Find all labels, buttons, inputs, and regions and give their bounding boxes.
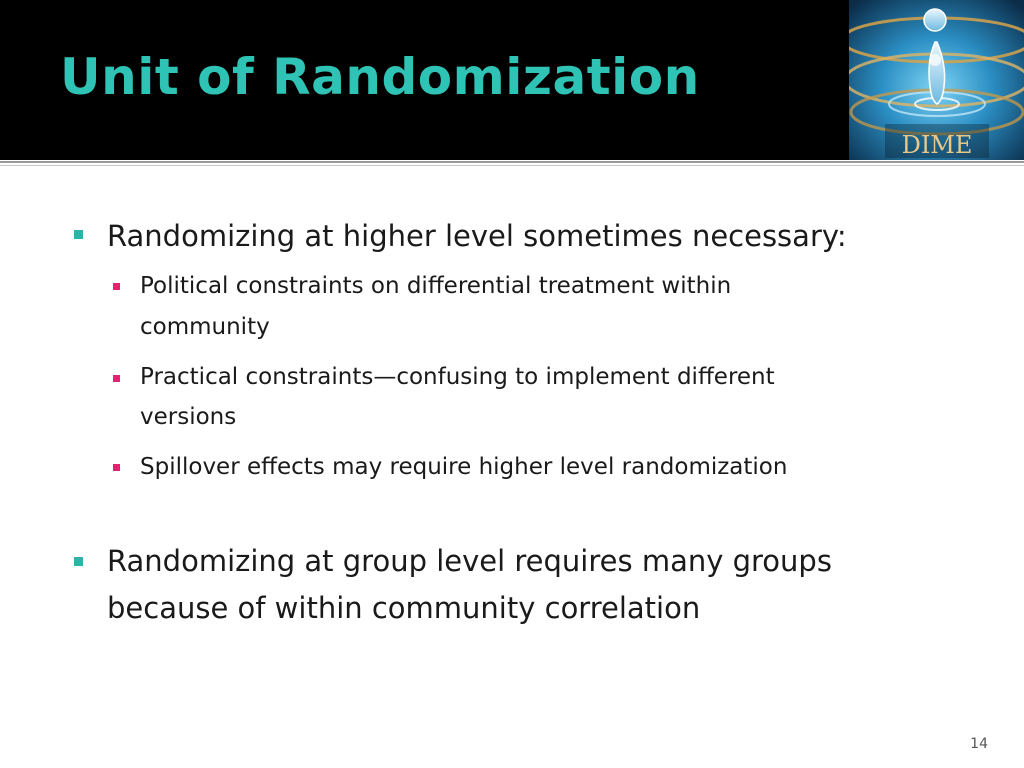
- level1-bullet-marker: [74, 552, 90, 568]
- level1-bullet-text: Randomizing at group level requires many groups: [107, 544, 832, 578]
- level2-bullet-text-continued: community: [140, 314, 270, 340]
- logo-text: DIME: [901, 131, 973, 159]
- level2-bullet-marker: [113, 461, 125, 473]
- level2-bullet-marker: [113, 372, 125, 384]
- level1-bullet-text-continued: because of within community correlation: [107, 591, 701, 625]
- level2-bullet-text: Political constraints on differential treatment within: [140, 273, 732, 299]
- level2-bullet-text-continued: versions: [140, 404, 237, 430]
- level2-bullet-marker: [113, 280, 125, 292]
- level1-bullet-text: Randomizing at higher level sometimes necessary:: [107, 219, 847, 253]
- slide-title: Unit of Randomization: [60, 48, 700, 106]
- level1-bullet-marker: [74, 225, 90, 241]
- page-number: 14: [970, 736, 988, 752]
- level2-bullet-text: Practical constraints—confusing to implement different: [140, 364, 775, 390]
- level2-bullet-text: Spillover effects may require higher level randomization: [140, 454, 788, 480]
